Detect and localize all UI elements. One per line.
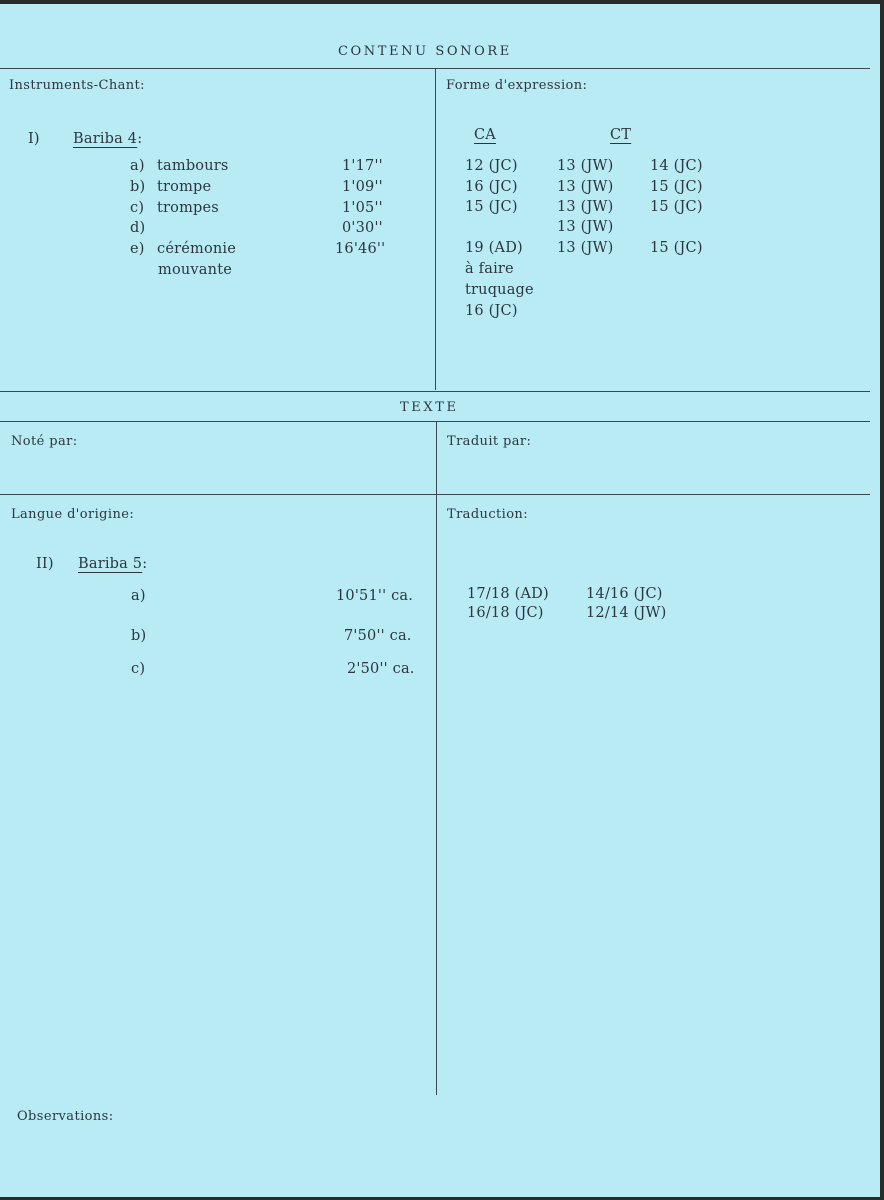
item-duration: 16'46'' bbox=[335, 241, 386, 257]
forme-cell: 13 (JW) bbox=[557, 199, 614, 215]
traduit-par-label: Traduit par: bbox=[447, 434, 532, 449]
item-duration: 1'05'' bbox=[342, 200, 383, 216]
column-divider-top bbox=[435, 68, 436, 390]
item-duration: 1'17'' bbox=[342, 158, 383, 174]
forme-note: truquage bbox=[465, 282, 534, 298]
item-name: trompes bbox=[157, 200, 219, 216]
observations-label: Observations: bbox=[17, 1109, 114, 1124]
divider-texte-bottom bbox=[0, 421, 870, 422]
langue-origine-label: Langue d'origine: bbox=[11, 507, 135, 522]
translation-cell: 17/18 (AD) bbox=[467, 586, 549, 602]
item-letter: a) bbox=[130, 158, 145, 174]
group-2-name bbox=[78, 556, 147, 572]
item-letter: b) bbox=[130, 179, 146, 195]
forme-cell: 16 (JC) bbox=[465, 179, 518, 195]
group-1-colon: : bbox=[137, 131, 143, 147]
forme-cell: 12 (JC) bbox=[465, 158, 518, 174]
translation-cell: 14/16 (JC) bbox=[586, 586, 663, 602]
column-header-ct: CT bbox=[610, 127, 632, 143]
forme-cell: 15 (JC) bbox=[650, 179, 703, 195]
forme-cell: 19 (AD) bbox=[465, 240, 523, 256]
forme-cell: 15 (JC) bbox=[465, 199, 518, 215]
forme-label: Forme d'expression: bbox=[446, 78, 588, 93]
item-duration: 0'30'' bbox=[342, 220, 383, 236]
forme-note: à faire bbox=[465, 261, 514, 277]
item-duration: 2'50'' ca. bbox=[347, 661, 415, 677]
item-letter: d) bbox=[130, 220, 146, 236]
item-duration: 1'09'' bbox=[342, 179, 383, 195]
item-letter: c) bbox=[130, 200, 145, 216]
forme-cell: 13 (JW) bbox=[557, 158, 614, 174]
forme-cell: 13 (JW) bbox=[557, 240, 614, 256]
group-1-name-text: Bariba 4 bbox=[73, 131, 138, 147]
index-card bbox=[0, 4, 880, 1197]
group-2-number: II) bbox=[36, 556, 54, 572]
group-2-name-text: Bariba 5 bbox=[78, 556, 143, 572]
forme-cell: 14 (JC) bbox=[650, 158, 703, 174]
item-duration: 7'50'' ca. bbox=[344, 628, 412, 644]
item-duration: 10'51'' ca. bbox=[336, 588, 414, 604]
group-1-name bbox=[73, 131, 142, 147]
item-letter: c) bbox=[131, 661, 146, 677]
item-name: tambours bbox=[157, 158, 229, 174]
item-name: trompe bbox=[157, 179, 212, 195]
forme-cell: 13 (JW) bbox=[557, 179, 614, 195]
forme-note: 16 (JC) bbox=[465, 303, 518, 319]
group-1-number: I) bbox=[28, 131, 40, 147]
column-header-ca: CA bbox=[474, 127, 496, 143]
divider-langue bbox=[0, 494, 870, 495]
item-letter: a) bbox=[131, 588, 146, 604]
item-name-continuation: mouvante bbox=[158, 262, 233, 278]
instruments-label: Instruments-Chant: bbox=[9, 78, 145, 93]
section-title-texte: TEXTE bbox=[400, 400, 459, 415]
item-letter: e) bbox=[130, 241, 145, 257]
traduction-label: Traduction: bbox=[447, 507, 528, 522]
divider-texte-top bbox=[0, 391, 870, 392]
column-divider-bottom bbox=[436, 421, 437, 1095]
item-letter: b) bbox=[131, 628, 147, 644]
section-title-contenu-sonore: CONTENU SONORE bbox=[338, 44, 512, 59]
item-name: cérémonie bbox=[157, 241, 237, 257]
forme-cell: 15 (JC) bbox=[650, 199, 703, 215]
translation-cell: 12/14 (JW) bbox=[586, 605, 667, 621]
note-par-label: Noté par: bbox=[11, 434, 78, 449]
forme-cell: 15 (JC) bbox=[650, 240, 703, 256]
group-2-colon: : bbox=[142, 556, 148, 572]
forme-cell: 13 (JW) bbox=[557, 219, 614, 235]
translation-cell: 16/18 (JC) bbox=[467, 605, 544, 621]
